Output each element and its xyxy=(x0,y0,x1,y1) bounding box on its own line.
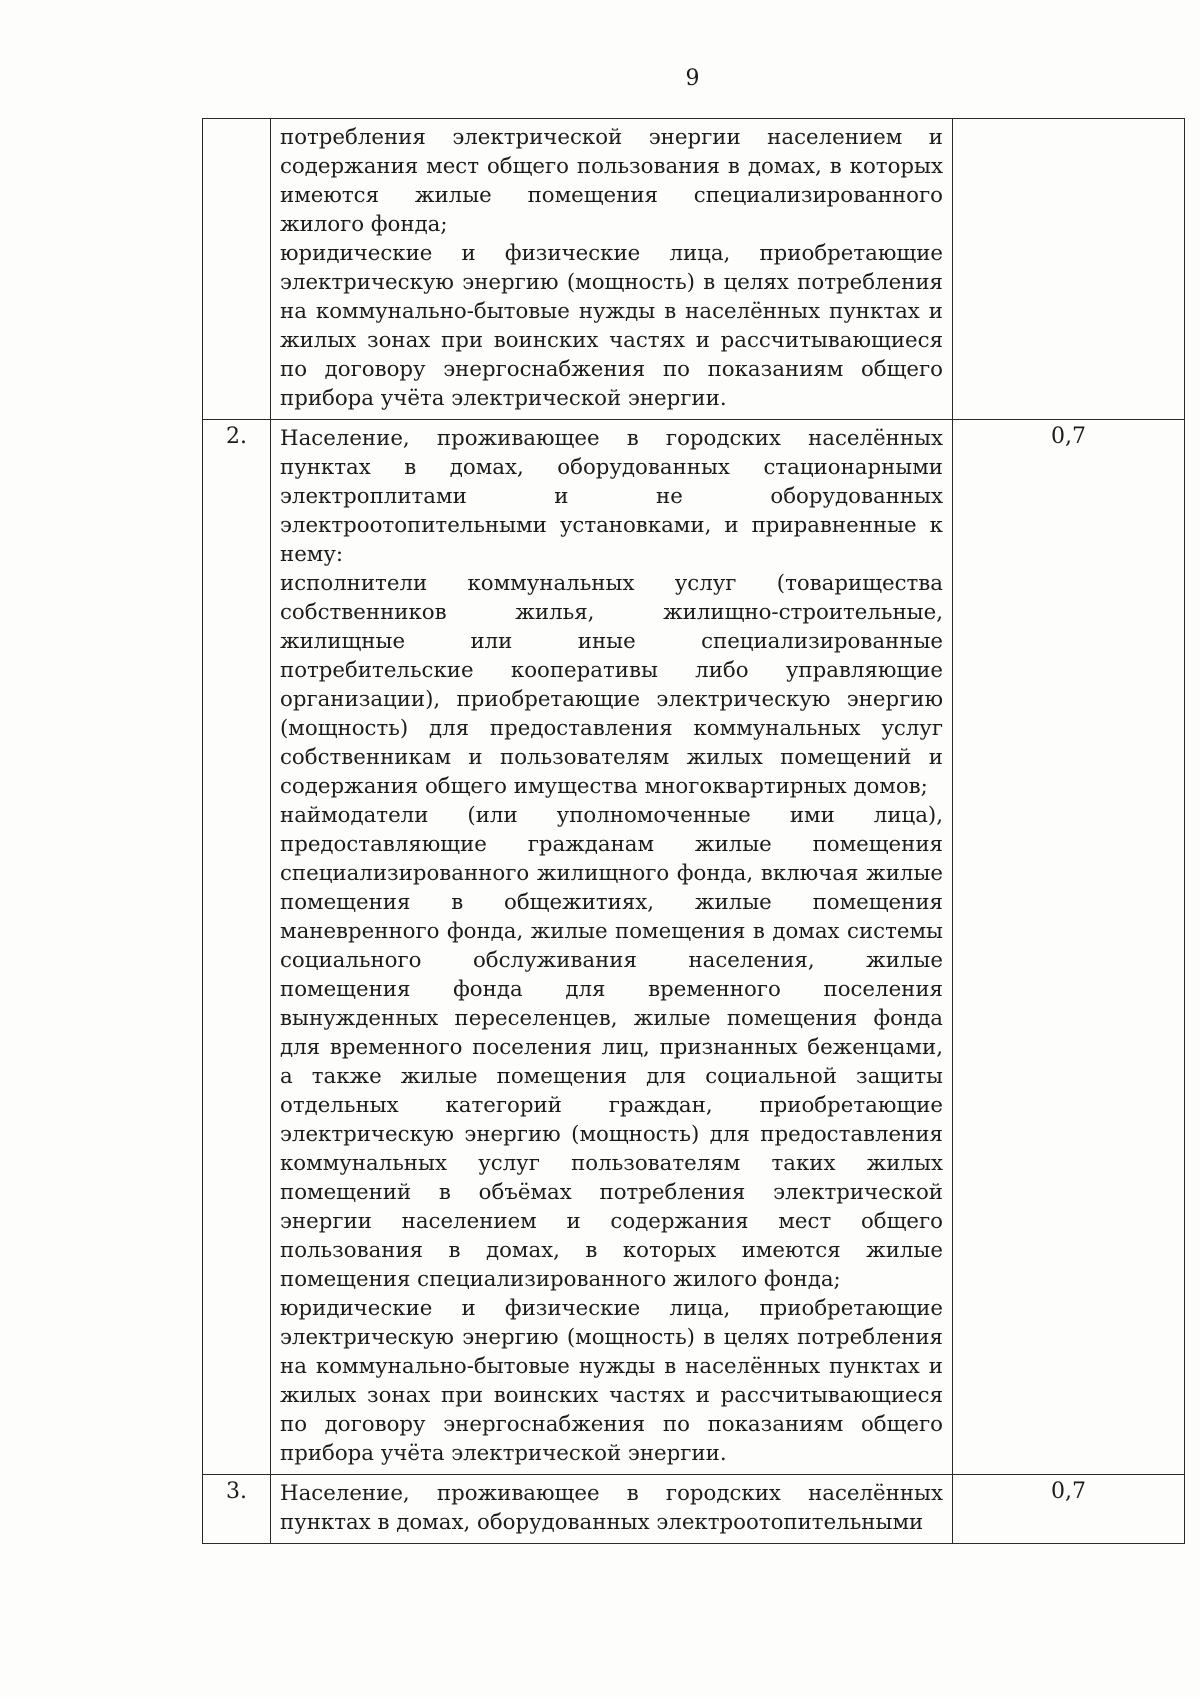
paragraph: потребления электрической энергии населением и содержания мест общего пользования в домах, в которых имеются жилые помещения специализированного жилого фонда; xyxy=(280,125,943,237)
paragraph: юридические и физические лица, приобретающие электрическую энергию (мощность) в целях потребления на коммунально-бытовые нужды в населённых пунктах и жилых зонах при воинских частях и рассчитывающиеся по договору энергоснабжения по показаниям общего прибора учёта электрической энергии. xyxy=(280,1296,943,1466)
paragraph: Население, проживающее в городских населённых пунктах в домах, оборудованных стационарными электроплитами и не оборудованных электроотопительными установками, и приравненные к нему: xyxy=(280,426,943,567)
row-coefficient-cell: 0,7 xyxy=(953,1475,1185,1544)
paragraph: исполнители коммунальных услуг (товарищества собственников жилья, жилищно-строительные, жилищные или иные специализированные потребительские кооперативы либо управляющие организации), приобретающие электрическую энергию (мощность) для предоставления коммунальных услуг собственникам и пользователям жилых помещений и содержания общего имущества многоквартирных домов; xyxy=(280,571,943,799)
row-description-cell xyxy=(271,119,953,420)
page-number: 9 xyxy=(685,66,700,91)
paragraph: юридические и физические лица, приобретающие электрическую энергию (мощность) в целях потребления на коммунально-бытовые нужды в населённых пунктах и жилых зонах при воинских частях и рассчитывающиеся по договору энергоснабжения по показаниям общего прибора учёта электрической энергии. xyxy=(280,241,943,411)
tariff-table xyxy=(202,118,1185,1544)
table-row xyxy=(203,420,1185,1475)
row-coefficient-cell: 0,7 xyxy=(953,420,1185,1475)
row-number-cell xyxy=(203,119,271,420)
row-description-cell xyxy=(271,420,953,1475)
paragraph: Население, проживающее в городских населённых пунктах в домах, оборудованных электроотопительными xyxy=(280,1481,943,1535)
row-number-cell: 2. xyxy=(203,420,271,1475)
paragraph: наймодатели (или уполномоченные ими лица), предоставляющие гражданам жилые помещения специализированного жилищного фонда, включая жилые помещения в общежитиях, жилые помещения маневренного фонда, жилые помещения в домах системы социального обслуживания населения, жилые помещения фонда для временного поселения вынужденных переселенцев, жилые помещения фонда для временного поселения лиц, признанных беженцами, а также жилые помещения для социальной защиты отдельных категорий граждан, приобретающие электрическую энергию (мощность) для предоставления коммунальных услуг пользователям таких жилых помещений в объёмах потребления электрической энергии населением и содержания мест общего пользования в домах, в которых имеются жилые помещения специализированного жилого фонда; xyxy=(280,803,943,1292)
row-number-cell: 3. xyxy=(203,1475,271,1544)
row-description-cell xyxy=(271,1475,953,1544)
table-row xyxy=(203,119,1185,420)
table-row xyxy=(203,1475,1185,1544)
row-coefficient-cell xyxy=(953,119,1185,420)
